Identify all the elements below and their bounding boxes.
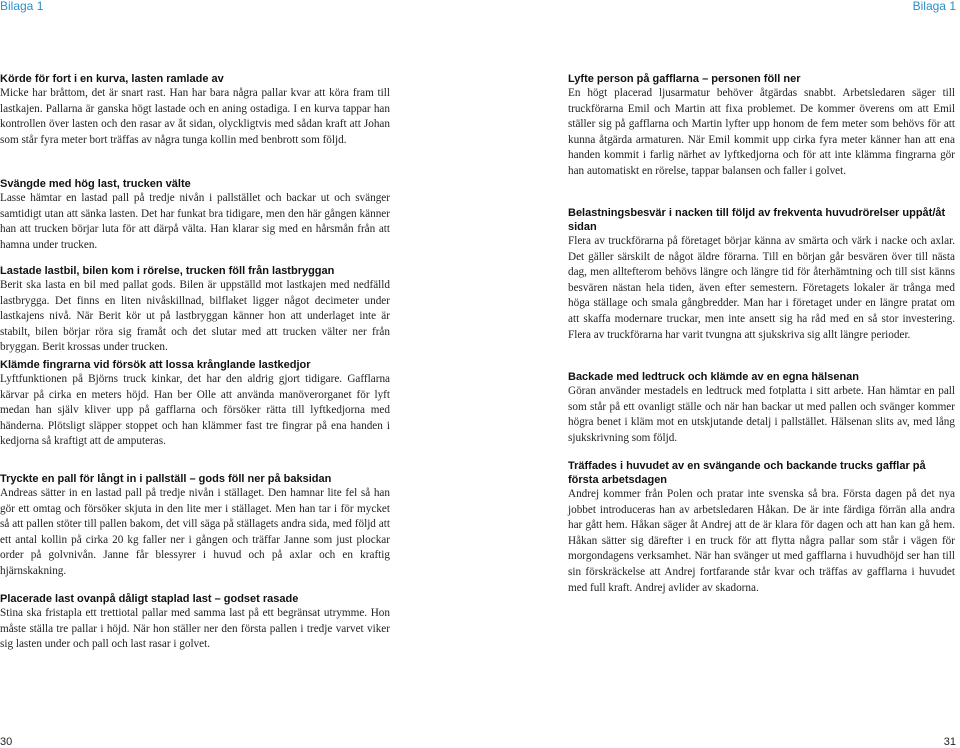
section-body: En högt placerad ljusarmatur behöver åtgärdas snabbt. Arbetsledaren säger till truckförarna Emil och Martin att fixa problemet. De kommer överens om att Emil ställer sig på gafflarna och Martin lyfter upp honom de fem meter som behövs för att kunna åtgärda armaturen. När Emil kommit upp cirka fyra meter känner han att ena handen kommit i farlig närhet av lyftkedjorna och för att inte klämma fingrarna gör han automatiskt en rörelse, tappar balansen och faller i golvet. [568,87,955,177]
incident-section [0,592,390,653]
section-heading: Träffades i huvudet av en svängande och backande trucks gafflar på första arbetsdagen [568,460,926,486]
page-number-left: 30 [0,736,13,748]
section-body: Berit ska lasta en bil med pallat gods. Bilen är uppställd mot lastkajen med nedfälld lastbrygga. Det finns en liten nivåskillnad, bilflaket ligger något decimeter under lastkajens nivå. När Berit kör ut på lastbryggan känner hon att underlaget inte är stabilt, bilen börjar röra sig framåt och det slutar med att trucken välter ner från bryggan. Berit krossas under trucken. [0,279,390,354]
section-heading: Lyfte person på gafflarna – personen föll ner [568,73,801,85]
page-number-right: 31 [943,736,956,748]
section-heading: Belastningsbesvär i nacken till följd av frekventa huvudrörelser uppåt/åt sidan [568,207,946,233]
section-heading: Backade med ledtruck och klämde av en egna hälsenan [568,371,860,383]
section-body: Andrej kommer från Polen och pratar inte svenska så bra. Första dagen på det nya jobbet introduceras han av arbetsledaren Håkan. De är inte färdiga förrän alla andra har gått hem. Håkan säger åt Andrej att de är klara för dagen och att han kan gå hem. Håkan sätter sig därefter i en truck för att flytta några pallar som står i vägen för morgondagens verksamhet. När han svänger ut med gafflarna i huvudhöjd ser han till sin förskräckelse att Andrej fortfarande står kvar och träffas av gafflarna i huvudet med full kraft. Andrej avlider av skadorna. [568,488,955,594]
section-heading: Svängde med hög last, trucken välte [0,178,191,190]
incident-section [568,370,955,446]
section-heading: Lastade lastbil, bilen kom i rörelse, trucken föll från lastbryggan [0,265,335,277]
section-heading: Tryckte en pall för långt in i pallställ – gods föll ner på baksidan [0,473,332,485]
incident-section [0,177,390,253]
section-body: Lasse hämtar en lastad pall på tredje nivån i pallstället och backar ut och svänger samtidigt utan att sänka lasten. Det har funkat bra tidigare, men den här gången känner han att trucken börjar luta för att därpå välta. Han klarar sig med en hårsmån från att hamna under trucken. [0,192,390,251]
header-label-left: Bilaga 1 [0,0,44,13]
section-heading: Placerade last ovanpå dåligt staplad last – godset rasade [0,593,299,605]
incident-section [0,72,390,148]
section-heading: Klämde fingrarna vid försök att lossa krånglande lastkedjor [0,359,311,371]
header-label-right: Bilaga 1 [912,0,956,13]
section-body: Andreas sätter in en lastad pall på tredje nivån i ställaget. Den hamnar lite fel så han gör ett omtag och försöker skjuta in den lite mer i ställaget. Men han tar i för mycket så att pallen stöter till pallen bakom, det vill säga på ställagets andra sida, med följd att ett antal kollin på cirka 20 kg faller ner i gången och träffar Janne som just plockar order på golvnivån. Janne får blessyrer i huvud och på axlar och en kraftig hjärnskakning. [0,487,390,577]
incident-section [568,206,955,343]
incident-section [0,472,390,580]
section-body: Göran använder mestadels en ledtruck med fotplatta i sitt arbete. Han hämtar en pall som står på ett ovanligt ställe och när han backar ut med pallen och svänger kommer högra benet i kläm mot en utskjutande detalj i pallstället. Hälsenan slits av, med lång sjukskrivning som följd. [568,385,955,444]
section-heading: Körde för fort i en kurva, lasten ramlade av [0,73,224,85]
incident-section [0,264,390,356]
incident-section [0,358,390,450]
section-body: Stina ska fristapla ett trettiotal pallar med samma last på ett begränsat utrymme. Hon måste ställa tre pallar i höjd. När hon ställer ner den första pallen i tredje varvet viker sig lasten under och pall och last rasar i golvet. [0,607,390,651]
section-body: Micke har bråttom, det är snart rast. Han har bara några pallar kvar att köra fram till lastkajen. Pallarna är ganska högt lastade och en aning ostadiga. I en kurva tappar han kontrollen över lasten och den rasar av åt sidan, olyckligtvis med sådan kraft att Johan som står fyra meter bort träffas av några tunga kollin med benbrott som följd. [0,87,390,146]
incident-section [568,72,955,180]
section-body: Lyftfunktionen på Björns truck kinkar, det har den aldrig gjort tidigare. Gafflarna kärvar på cirka en meters höjd. Han ber Olle att använda manöverorganet för lyft medan han själv kliver upp på gafflarna och försöker rätta till lyftkedjorna med händerna. Plötsligt släpper stoppet och han klämmer fast tre fingrar på ena handen i kedjorna så kraftigt att de amputeras. [0,373,390,448]
incident-section [568,459,955,596]
section-body: Flera av truckförarna på företaget börjar känna av smärta och värk i nacke och axlar. Det gäller särskilt de något äldre förarna. Till en början går besvären över till nästa dag, men alltefterom behövs längre och längre tid för återhämtning och till sist känns besvären nästan hela tiden, även efter semestern. Företagets lokaler är trånga med höga ställage och smala gångbredder. Man har i företaget under en längre pratat om att skaffa modernare truckar, men inte ansett sig ha råd med en så stor investering. Flera av truckförarna har varit tvungna att sjukskriva sig allt längre perioder. [568,235,955,341]
